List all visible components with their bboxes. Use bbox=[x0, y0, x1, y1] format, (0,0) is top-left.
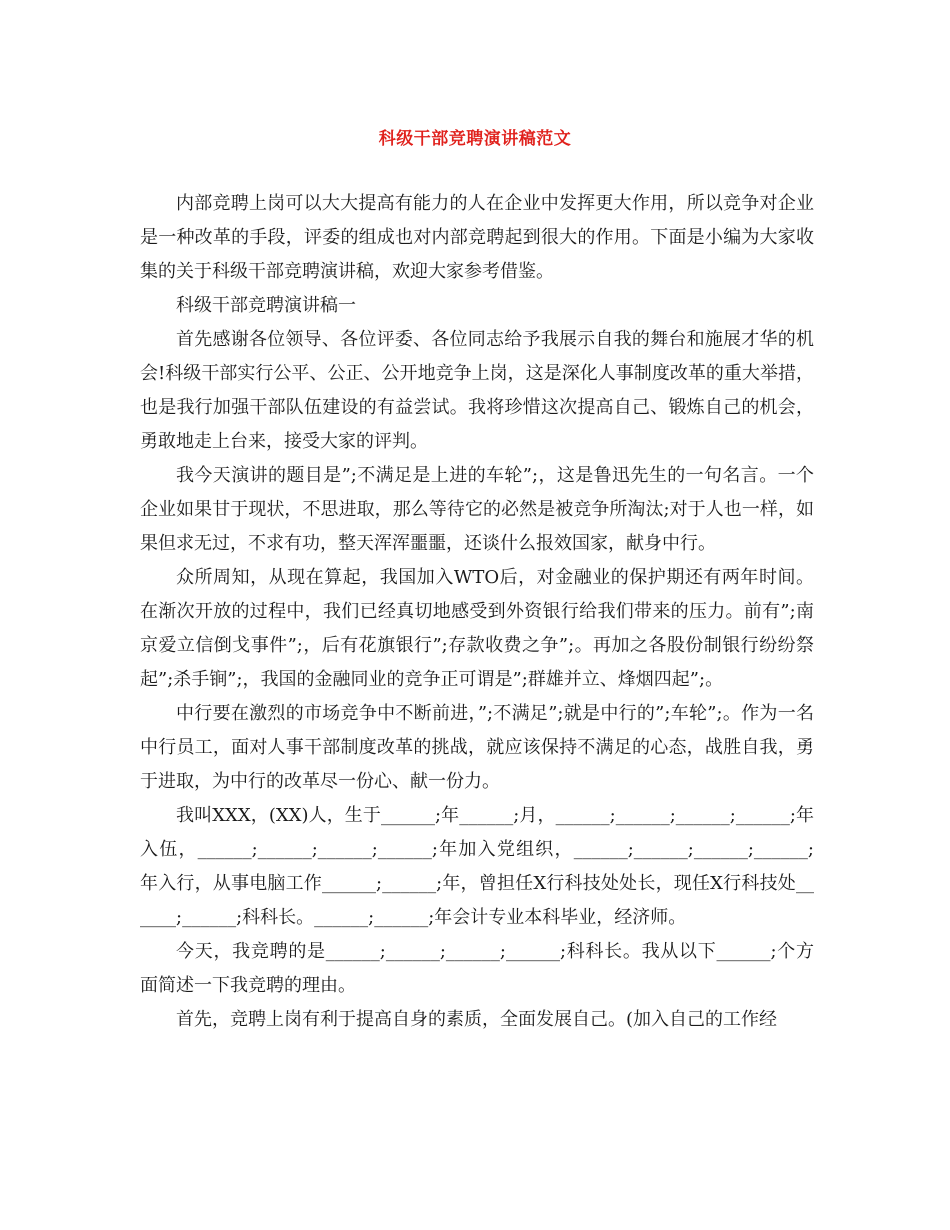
paragraph: 众所周知，从现在算起，我国加入WTO后，对金融业的保护期还有两年时间。在渐次开放的过程中，我们已经真切地感受到外资银行给我们带来的压力。前有”;南京爱立信倒戈事件”;，后有花旗银行”;存款收费之争”;。再加之各股份制银行纷纷祭起”;杀手锏”;，我国的金融同业的竞争正可谓是”;群雄并立、烽烟四起”;。 bbox=[140, 567, 814, 690]
paragraph-intro: 内部竞聘上岗可以大大提高有能力的人在企业中发挥更大作用，所以竞争对企业是一种改革的手段，评委的组成也对内部竞聘起到很大的作用。下面是小编为大家收集的关于科级干部竞聘演讲稿，欢迎大家参考借鉴。 bbox=[140, 193, 814, 282]
paragraph: 今天，我竞聘的是______;______;______;______;科科长。我从以下______;个方面简述一下我竞聘的理由。 bbox=[140, 941, 814, 996]
paragraph: 我今天演讲的题目是”;不满足是上进的车轮”;，这是鲁迅先生的一句名言。一个企业如果甘于现状，不思进取，那么等待它的必然是被竞争所淘汰;对于人也一样，如果但求无过，不求有功，整天浑浑噩噩，还谈什么报效国家，献身中行。 bbox=[140, 465, 814, 554]
paragraph: 首先，竞聘上岗有利于提高自身的素质，全面发展自己。(加入自己的工作经 bbox=[176, 1009, 778, 1030]
document-body bbox=[140, 187, 814, 1037]
paragraph: 首先感谢各位领导、各位评委、各位同志给予我展示自我的舞台和施展才华的机会!科级干部实行公平、公正、公开地竞争上岗，这是深化人事制度改革的重大举措，也是我行加强干部队伍建设的有益尝试。我将珍惜这次提高自己、锻炼自己的机会，勇敢地走上台来，接受大家的评判。 bbox=[140, 329, 814, 452]
paragraph: 我叫XXX，(XX)人，生于______;年______;月，______;______;______;______;年入伍，______;______;______;______;年加入党组织，______;______;______;______;年入行，从事电脑工作______;______;年，曾担任X行科技处处长，现任X行科技处______;______;科科长。______;______;年会计专业本科毕业，经济师。 bbox=[140, 805, 814, 928]
paragraph: 中行要在激烈的市场竞争中不断前进，”;不满足”;就是中行的”;车轮”;。作为一名中行员工，面对人事干部制度改革的挑战，就应该保持不满足的心态，战胜自我，勇于进取，为中行的改革尽一份心、献一份力。 bbox=[140, 703, 814, 792]
page-title: 科级干部竞聘演讲稿范文 bbox=[378, 129, 572, 149]
section-heading: 科级干部竞聘演讲稿一 bbox=[176, 295, 356, 316]
